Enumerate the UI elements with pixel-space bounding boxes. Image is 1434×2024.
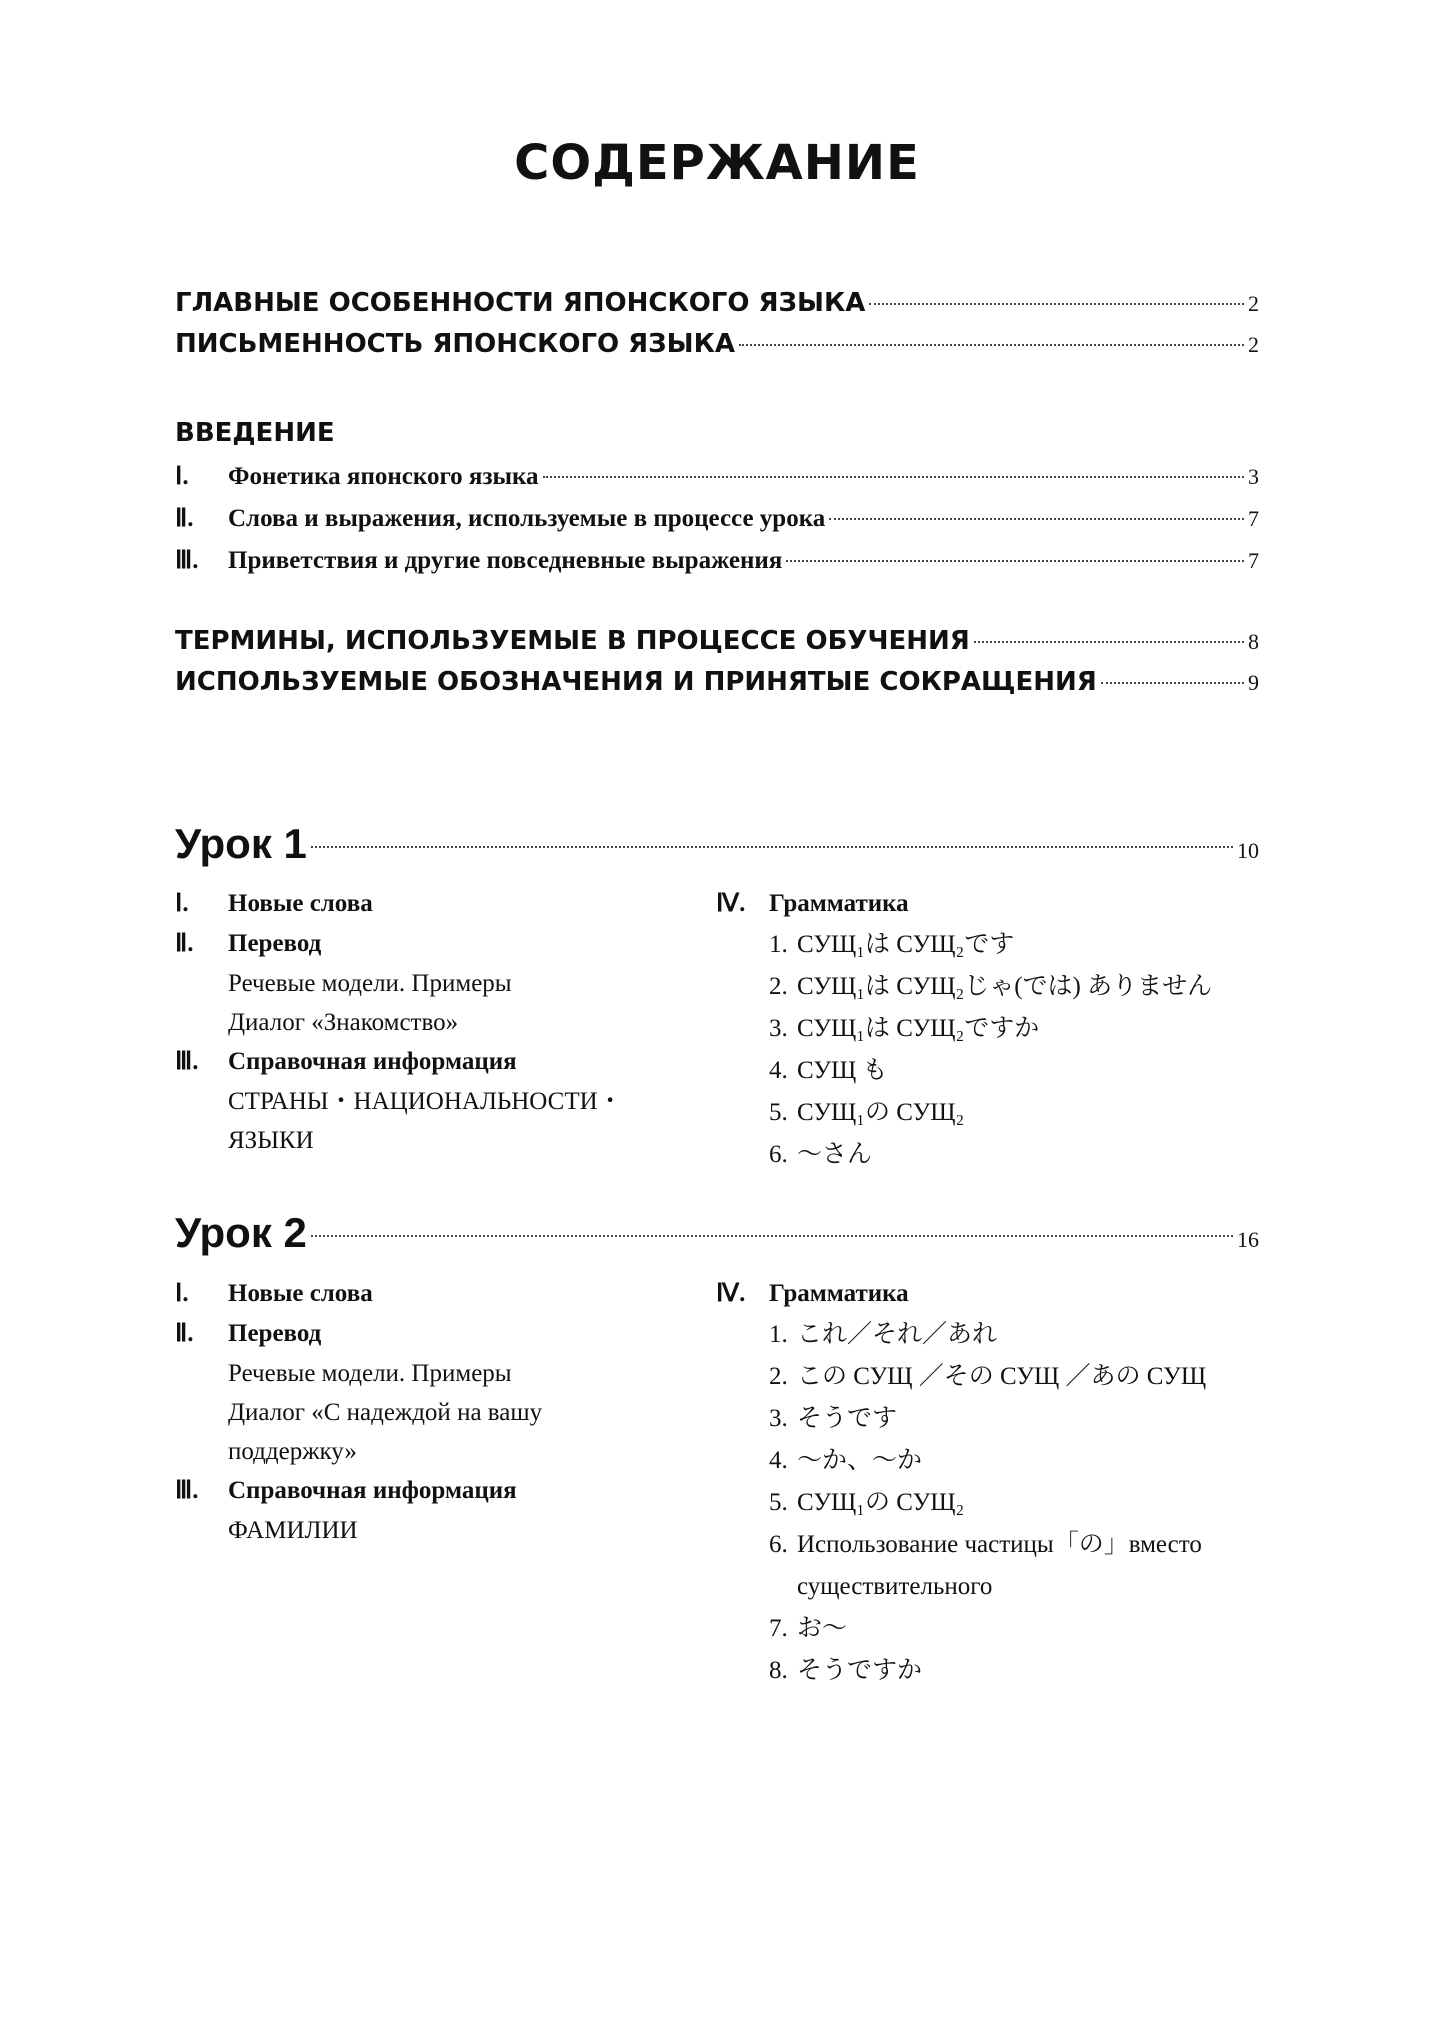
grammar-item-text: СУЩ₁の СУЩ₂ bbox=[797, 1099, 965, 1126]
toc-entry-label: ПИСЬМЕННОСТЬ ЯПОНСКОГО ЯЗЫКА bbox=[175, 329, 735, 359]
dot-leader bbox=[786, 560, 1244, 562]
grammar-item-text: そうですか bbox=[797, 1657, 923, 1684]
grammar-item-number: 1. bbox=[769, 931, 788, 958]
toc-page-number: 16 bbox=[1237, 1227, 1259, 1252]
section-subitem: поддержку» bbox=[228, 1438, 357, 1465]
grammar-item-number: 6. bbox=[769, 1141, 788, 1168]
grammar-item-number: 5. bbox=[769, 1489, 788, 1516]
section-subitem: Речевые модели. Примеры bbox=[228, 970, 512, 997]
toc-entry-classroom-words[interactable] bbox=[175, 503, 1259, 533]
grammar-item-continuation: существительного bbox=[797, 1573, 993, 1600]
roman-numeral: Ⅰ. bbox=[175, 463, 189, 490]
section-subitem: ФАМИЛИИ bbox=[228, 1517, 358, 1544]
dot-leader bbox=[739, 344, 1244, 346]
grammar-item-number: 4. bbox=[769, 1057, 788, 1084]
section-label: Новые слова bbox=[228, 890, 373, 917]
toc-entry-lesson-1[interactable] bbox=[175, 820, 1259, 868]
grammar-item-number: 8. bbox=[769, 1657, 788, 1684]
lesson-2-grammar bbox=[716, 1274, 1261, 1692]
dot-leader bbox=[869, 303, 1244, 305]
toc-page-number: 2 bbox=[1248, 291, 1259, 316]
grammar-item[interactable] bbox=[716, 1524, 1261, 1566]
section-label: Грамматика bbox=[769, 1280, 909, 1307]
roman-numeral: Ⅱ. bbox=[175, 930, 194, 957]
section-label: Перевод bbox=[228, 1320, 322, 1347]
grammar-item[interactable] bbox=[716, 1008, 1261, 1050]
lesson-1-grammar bbox=[716, 884, 1261, 1176]
grammar-item[interactable] bbox=[716, 1440, 1261, 1482]
lesson-section-reference[interactable] bbox=[175, 1042, 695, 1082]
roman-numeral: Ⅰ. bbox=[175, 1280, 189, 1307]
dot-leader bbox=[311, 1235, 1233, 1237]
dot-leader bbox=[311, 846, 1233, 848]
roman-numeral: Ⅱ. bbox=[175, 1320, 194, 1347]
section-label: Справочная информация bbox=[228, 1477, 517, 1504]
grammar-item[interactable] bbox=[716, 1092, 1261, 1134]
dot-leader bbox=[829, 518, 1244, 520]
toc-page-number: 10 bbox=[1237, 838, 1259, 863]
toc-entry-label: ГЛАВНЫЕ ОСОБЕННОСТИ ЯПОНСКОГО ЯЗЫКА bbox=[175, 288, 866, 318]
lesson-section-grammar[interactable] bbox=[716, 884, 1261, 924]
grammar-item-number: 6. bbox=[769, 1531, 788, 1558]
grammar-item[interactable] bbox=[716, 1134, 1261, 1176]
roman-numeral: Ⅳ. bbox=[716, 890, 746, 917]
grammar-item-text: СУЩ も bbox=[797, 1057, 888, 1084]
grammar-item-number: 4. bbox=[769, 1447, 788, 1474]
grammar-item-text: ～さん bbox=[797, 1141, 873, 1168]
grammar-item-text: この СУЩ ／その СУЩ ／あの СУЩ bbox=[797, 1363, 1207, 1390]
grammar-item-text: СУЩ₁は СУЩ₂です bbox=[797, 931, 1015, 958]
section-label: Справочная информация bbox=[228, 1048, 517, 1075]
toc-entry-phonetics[interactable] bbox=[175, 461, 1259, 491]
roman-numeral: Ⅳ. bbox=[716, 1280, 746, 1307]
grammar-item[interactable] bbox=[716, 1608, 1261, 1650]
section-subitem: СТРАНЫ・НАЦИОНАЛЬНОСТИ・ bbox=[228, 1088, 623, 1115]
lesson-section-translation[interactable] bbox=[175, 924, 695, 964]
grammar-item[interactable] bbox=[716, 1314, 1261, 1356]
toc-entry-lesson-2[interactable] bbox=[175, 1209, 1259, 1257]
toc-entry-label: Фонетика японского языка bbox=[228, 463, 539, 490]
toc-entry-label: Слова и выражения, используемые в процессе урока bbox=[228, 505, 826, 532]
toc-entry-abbreviations[interactable] bbox=[175, 667, 1259, 697]
grammar-item-number: 3. bbox=[769, 1015, 788, 1042]
grammar-item[interactable] bbox=[716, 1356, 1261, 1398]
grammar-item[interactable] bbox=[716, 1482, 1261, 1524]
toc-entry-label: ИСПОЛЬЗУЕМЫЕ ОБОЗНАЧЕНИЯ И ПРИНЯТЫЕ СОКРАЩЕНИЯ bbox=[175, 667, 1097, 697]
grammar-item-text: СУЩ₁は СУЩ₂じゃ(では) ありません bbox=[797, 973, 1213, 1000]
section-subitem: Диалог «Знакомство» bbox=[228, 1009, 459, 1036]
lesson-section-translation[interactable] bbox=[175, 1314, 695, 1354]
roman-numeral: Ⅱ. bbox=[175, 505, 194, 532]
section-label: Новые слова bbox=[228, 1280, 373, 1307]
dot-leader bbox=[543, 476, 1244, 478]
grammar-item-number: 2. bbox=[769, 973, 788, 1000]
grammar-item-number: 2. bbox=[769, 1363, 788, 1390]
page-title: СОДЕРЖАНИЕ bbox=[514, 135, 920, 191]
section-subitem: Диалог «С надеждой на вашу bbox=[228, 1399, 543, 1426]
grammar-item-number: 1. bbox=[769, 1321, 788, 1348]
toc-entry-writing[interactable] bbox=[175, 329, 1259, 359]
grammar-item[interactable] bbox=[716, 1050, 1261, 1092]
grammar-item[interactable] bbox=[716, 1650, 1261, 1692]
lesson-section-new-words[interactable] bbox=[175, 884, 695, 924]
toc-entry-greetings[interactable] bbox=[175, 545, 1259, 575]
grammar-item-number: 3. bbox=[769, 1405, 788, 1432]
lesson-section-grammar[interactable] bbox=[716, 1274, 1261, 1314]
toc-page-number: 8 bbox=[1248, 629, 1259, 654]
grammar-item-text: СУЩ₁の СУЩ₂ bbox=[797, 1489, 965, 1516]
grammar-item[interactable] bbox=[716, 924, 1261, 966]
grammar-item-text: これ／それ／あれ bbox=[797, 1321, 998, 1348]
grammar-item[interactable] bbox=[716, 1398, 1261, 1440]
section-label: Грамматика bbox=[769, 890, 909, 917]
dot-leader bbox=[974, 641, 1244, 643]
grammar-item[interactable] bbox=[716, 966, 1261, 1008]
roman-numeral: Ⅰ. bbox=[175, 890, 189, 917]
toc-entry-terms[interactable] bbox=[175, 626, 1259, 656]
toc-page-number: 2 bbox=[1248, 332, 1259, 357]
section-subitem: Речевые модели. Примеры bbox=[228, 1360, 512, 1387]
section-subitem: ЯЗЫКИ bbox=[228, 1127, 314, 1154]
toc-entry-label: Приветствия и другие повседневные выражения bbox=[228, 547, 783, 574]
toc-page-number: 7 bbox=[1248, 506, 1259, 531]
lesson-2-sections bbox=[175, 1274, 695, 1550]
lesson-title: Урок 2 bbox=[175, 1209, 307, 1256]
roman-numeral: Ⅲ. bbox=[175, 1477, 199, 1504]
grammar-item-text: СУЩ₁は СУЩ₂ですか bbox=[797, 1015, 1040, 1042]
dot-leader bbox=[1101, 682, 1244, 684]
toc-entry-label: ТЕРМИНЫ, ИСПОЛЬЗУЕМЫЕ В ПРОЦЕССЕ ОБУЧЕНИЯ bbox=[175, 626, 970, 656]
grammar-item-text: お～ bbox=[797, 1615, 848, 1642]
grammar-item-number: 5. bbox=[769, 1099, 788, 1126]
lesson-section-reference[interactable] bbox=[175, 1471, 695, 1511]
lesson-1-sections bbox=[175, 884, 695, 1160]
toc-page-number: 3 bbox=[1248, 464, 1259, 489]
section-heading-introduction: ВВЕДЕНИЕ bbox=[175, 418, 335, 448]
roman-numeral: Ⅲ. bbox=[175, 547, 199, 574]
section-label: Перевод bbox=[228, 930, 322, 957]
grammar-item-text: ～か、～か bbox=[797, 1447, 923, 1474]
grammar-item-text: そうです bbox=[797, 1405, 898, 1432]
toc-entry-main-features[interactable] bbox=[175, 288, 1259, 318]
roman-numeral: Ⅲ. bbox=[175, 1048, 199, 1075]
grammar-item-text: Использование частицы「の」вместо bbox=[797, 1531, 1202, 1558]
lesson-section-new-words[interactable] bbox=[175, 1274, 695, 1314]
grammar-item-number: 7. bbox=[769, 1615, 788, 1642]
toc-page-number: 9 bbox=[1248, 670, 1259, 695]
lesson-title: Урок 1 bbox=[175, 820, 307, 867]
toc-page-number: 7 bbox=[1248, 548, 1259, 573]
